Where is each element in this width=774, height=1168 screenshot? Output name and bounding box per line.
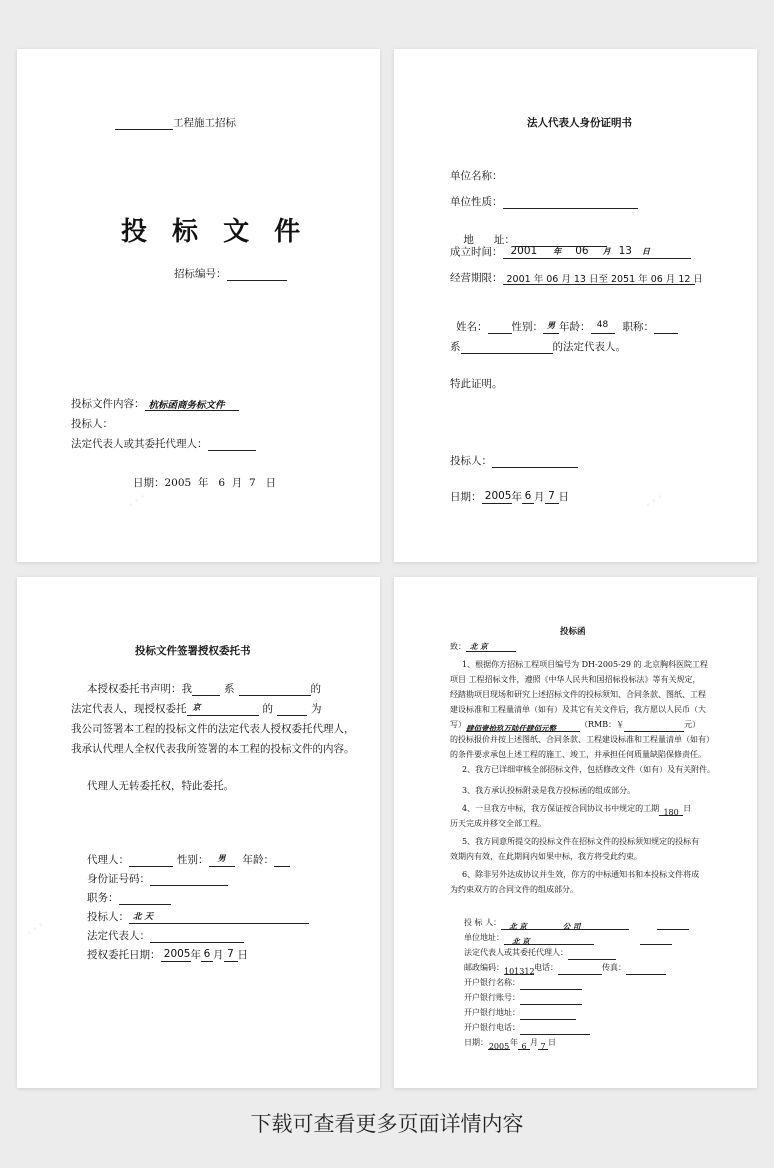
bidder-label: 投标人： — [87, 911, 129, 923]
line2c: 为 — [311, 703, 322, 715]
age-label: 年龄： — [242, 854, 274, 866]
id-line — [87, 871, 228, 886]
para1-line: 经踏勘项目现场和研究上述招标文件的投标须知、合同条款、图纸、工程 — [450, 690, 706, 699]
bidder-line — [450, 453, 578, 468]
amount-value: 肆佰壹拾玖万陆仟肆佰元整 — [466, 721, 580, 732]
content-line — [71, 396, 239, 411]
bank-acc-label: 开户银行账号： — [464, 993, 520, 1002]
date-year: 2005 — [488, 1039, 510, 1050]
age-value: 48 — [591, 320, 615, 334]
rep-label: 法定代表人或其委托代理人： — [71, 438, 208, 450]
zip-line — [464, 960, 689, 975]
rep-label: 法定代表人： — [87, 930, 150, 942]
bidder-value: 北 天 — [129, 910, 309, 924]
founded-line — [450, 244, 691, 259]
blank-line — [640, 934, 672, 945]
blank-line — [503, 195, 638, 209]
blank-line — [654, 320, 678, 334]
to-label: 致： — [450, 642, 466, 651]
gender-value: 男 — [543, 320, 559, 334]
auth-line1 — [87, 681, 321, 696]
period-label: 经营期限： — [450, 272, 503, 284]
period-line — [450, 270, 703, 285]
letter-title: 投标函 — [560, 627, 586, 637]
page-cover — [17, 49, 380, 562]
bidder-value — [501, 919, 629, 930]
id-label: 身份证号码： — [87, 873, 150, 885]
no-sub-text: 代理人无转委托权，特此委托。 — [87, 780, 234, 792]
auth-line4: 我承认代理人全权代表我所签署的本工程的投标文件的内容。 — [71, 743, 355, 755]
address-label: 地 址： — [463, 234, 515, 246]
para1 — [450, 657, 715, 897]
addr-value: 北 京 — [504, 934, 594, 945]
para1-line: 1、根据你方招标工程项目编号为 DH-2005-29 的 北京胸科医院工程 — [462, 660, 709, 669]
watermark: ··· — [121, 485, 154, 518]
bank-name-label: 开户银行名称： — [464, 978, 520, 987]
para3: 3、我方承认投标附录是我方投标函的组成部分。 — [462, 786, 636, 795]
amount-suffix: （RMB：￥ — [580, 720, 625, 729]
bank-addr-line — [464, 1005, 689, 1020]
footer-caption: 下载可查看更多页面详情内容 — [250, 1112, 524, 1136]
line1a: 本授权委托书声明：我 — [87, 683, 192, 695]
date-y: 年 — [190, 949, 201, 961]
gender-value: 男 — [209, 853, 235, 867]
date-m: 月 — [534, 491, 545, 503]
zip-label: 邮政编码： — [464, 963, 504, 972]
zip-value: 101312 — [504, 964, 534, 975]
blank-line — [129, 853, 173, 867]
addr-label: 单位地址： — [464, 933, 504, 942]
date-m: 月 — [213, 949, 224, 961]
bidder-v1: 北 京 — [509, 922, 527, 931]
to-line — [450, 641, 516, 652]
date-day: 7 — [538, 1039, 548, 1050]
date-y: 年 — [511, 491, 522, 503]
founded-label: 成立时间： — [450, 246, 503, 258]
rep-line — [464, 945, 689, 960]
para1-line: 的条件要求承包上述工程的施工、竣工，并承担任何质量缺陷保修责任。 — [450, 750, 706, 759]
cert-title: 法人代表人身份证明书 — [527, 117, 632, 129]
fax-label: 传真： — [602, 963, 626, 972]
job-line — [87, 890, 171, 905]
para4-value: 180 — [659, 805, 683, 816]
blank-line — [227, 267, 287, 281]
gender-label: 性别： — [177, 854, 209, 866]
rep-line — [71, 436, 256, 451]
date-month: 6 — [522, 490, 534, 504]
blank-line — [558, 964, 602, 975]
project-title-line — [115, 115, 236, 130]
line1b: 系 — [224, 683, 235, 695]
rep-suffix: 的法定代表人。 — [552, 341, 626, 353]
certify-text: 特此证明。 — [450, 378, 503, 390]
date-d: 日 — [558, 491, 569, 503]
para4a: 4、一旦我方中标，我方保证按合同协议书中规定的工期 — [462, 804, 660, 813]
date-line — [87, 947, 248, 962]
date-day: 7 — [545, 490, 559, 504]
para4c: 历天完成并移交全部工程。 — [450, 819, 546, 828]
founded-y: 年 — [553, 247, 562, 256]
bidder-v2: 公 司 — [562, 922, 581, 931]
main-title: 投 标 文 件 — [121, 217, 309, 247]
watermark: ··· — [19, 913, 52, 946]
page-authorization — [17, 577, 380, 1088]
blank-line — [520, 1024, 590, 1035]
blank-line — [568, 949, 616, 960]
blank-line — [492, 454, 578, 468]
date-month: 6 — [201, 948, 213, 962]
xi-line — [450, 339, 626, 354]
blank-line — [150, 929, 244, 943]
blank-line — [657, 919, 689, 930]
bidder-line — [87, 909, 309, 924]
date-line — [450, 489, 569, 504]
tel-label: 电话： — [534, 963, 558, 972]
amount-prefix: 写） — [450, 720, 466, 729]
watermark: ··· — [638, 485, 671, 518]
date-d: 日 — [237, 949, 248, 961]
rep-label: 法定代表人或其委托代理人： — [464, 948, 568, 957]
bank-addr-label: 开户银行地址： — [464, 1008, 520, 1017]
bidder-line — [464, 915, 689, 930]
para1-line: 的投标报价并按上述图纸、合同条款、工程建设标准和工程量清单（如有） — [450, 735, 714, 744]
blank-line — [624, 721, 684, 732]
bank-tel-label: 开户银行电话： — [464, 1023, 520, 1032]
date-day: 7 — [224, 948, 238, 962]
title-label: 职称： — [622, 321, 654, 333]
addr-line — [464, 930, 689, 945]
founded-year: 2001 — [510, 245, 538, 257]
period-value: 2001 年 06 月 13 日至 2051 年 06 月 12 日 — [503, 271, 695, 285]
founded-m: 月 — [602, 247, 611, 256]
para2: 2、我方已详细审核全部招标文件，包括修改文件（如有）及有关附件。 — [462, 765, 716, 774]
para1-line: 建设标准和工程量清单（如有）及其它有关文件后，我方愿以人民币（大 — [450, 705, 706, 714]
unit-nature-line — [450, 194, 638, 209]
para1-line: 项目 工程招标文件，遵照《中华人民共和国招标投标法》等有关规定， — [450, 675, 701, 684]
date-year: 2005 — [161, 948, 191, 962]
line2-value: 京 — [187, 702, 259, 716]
bank-tel-line — [464, 1020, 689, 1035]
to-value: 北 京 — [466, 641, 516, 652]
agent-line — [87, 852, 290, 867]
job-label: 职务： — [87, 892, 119, 904]
bid-no-line — [174, 266, 287, 281]
blank-line — [626, 964, 666, 975]
person-line — [456, 319, 678, 334]
gender-label: 性别： — [511, 321, 543, 333]
bidder-label: 投 标 人： — [464, 918, 502, 927]
date-d: 日 — [548, 1038, 556, 1047]
para4b: 日 — [683, 804, 692, 813]
para5-line: 5、我方同意所提交的投标文件在招标文件的投标须知规定的投标有 — [462, 837, 700, 846]
founded-d: 日 — [641, 247, 650, 256]
date-y: 年 — [510, 1038, 518, 1047]
content-label: 投标文件内容： — [71, 398, 145, 410]
xi-label: 系 — [450, 341, 461, 353]
blank-line — [520, 994, 582, 1005]
date-label: 日期： — [450, 491, 482, 503]
para4 — [450, 801, 715, 816]
line2a: 法定代表人，现授权委托 — [71, 703, 187, 715]
blank-line — [150, 872, 228, 886]
date-text: 日期：2005 年 6 月 7 日 — [133, 477, 277, 489]
age-label: 年龄： — [559, 321, 591, 333]
blank-line — [274, 853, 290, 867]
unit-nature-label: 单位性质： — [450, 196, 503, 208]
blank-line — [239, 682, 311, 696]
page-bid-letter — [394, 577, 757, 1088]
blank-line — [115, 116, 173, 130]
founded-month: 06 — [575, 245, 589, 257]
date-label: 授权委托日期： — [87, 949, 161, 961]
rep-line — [87, 928, 244, 943]
blank-line — [208, 437, 256, 451]
line1c: 的 — [310, 683, 321, 695]
auth-title: 投标文件签署授权委托书 — [135, 645, 251, 657]
bidder-label: 投标人： — [450, 455, 492, 467]
amount-end: 元） — [684, 720, 701, 729]
para6-line: 为约束双方的合同文件的组成部分。 — [450, 885, 578, 894]
date-month: 6 — [518, 1039, 530, 1050]
bank-acc-line — [464, 990, 689, 1005]
blank-line — [520, 979, 582, 990]
founded-day: 13 — [618, 245, 632, 257]
auth-line2 — [71, 701, 322, 716]
bidder-label: 投标人： — [71, 418, 113, 430]
bank-name-line — [464, 975, 689, 990]
auth-line3: 我公司签署本工程的投标文件的法定代表人授权委托代理人， — [71, 723, 355, 735]
date-year: 2005 — [482, 490, 512, 504]
amount-line — [450, 717, 715, 732]
date-m: 月 — [530, 1038, 538, 1047]
blank-line — [192, 682, 220, 696]
blank-line — [277, 702, 307, 716]
blank-line — [461, 340, 553, 354]
blank-line — [488, 320, 512, 334]
content-value: 杭标函商务标文件 — [145, 397, 239, 411]
date-line — [464, 1035, 689, 1050]
blank-line — [520, 1009, 576, 1020]
unit-name-label: 单位名称： — [450, 170, 503, 182]
bid-no-label: 招标编号： — [174, 268, 227, 280]
para6-line: 6、除非另外达成协议并生效，你方的中标通知书和本投标文件将成 — [462, 870, 700, 879]
project-title: 工程施工招标 — [173, 117, 236, 129]
agent-label: 代理人： — [87, 854, 129, 866]
page-id-certificate — [394, 49, 757, 562]
signature-block — [464, 915, 689, 1050]
para5-line: 效期内有效，在此期间内如果中标，我方将受此约束。 — [450, 852, 642, 861]
date-label: 日期： — [464, 1038, 488, 1047]
blank-line — [119, 891, 171, 905]
line2b: 的 — [262, 703, 273, 715]
name-label: 姓名： — [456, 321, 488, 333]
